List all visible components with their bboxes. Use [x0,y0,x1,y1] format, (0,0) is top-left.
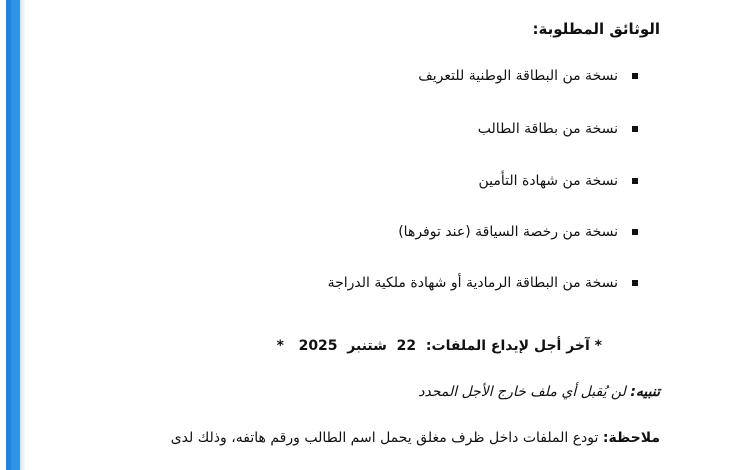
warning-label: تنبيه: [630,384,660,400]
list-item-text: نسخة من شهادة التأمين [478,173,618,189]
list-item [398,224,660,240]
bullet-square-icon [632,126,638,132]
warning-line [418,384,660,400]
note-line [171,430,660,446]
bullet-square-icon [632,178,638,184]
note-text: تودع الملفات داخل ظرف مغلق يحمل اسم الطالب ورقم هاتفه، وذلك لدى [170,430,599,446]
bullet-square-icon [632,229,638,235]
note-label: ملاحظة: [602,430,660,446]
list-item-text: نسخة من البطاقة الوطنية للتعريف [418,68,618,84]
list-item-text: نسخة من رخصة السياقة (عند توفرها) [398,224,618,240]
list-item-text: نسخة من البطاقة الرمادية أو شهادة ملكية الدراجة [327,275,618,291]
bullet-square-icon [632,280,638,286]
deadline-month: شتنبر [347,338,387,354]
list-item [418,68,660,84]
list-item-text: نسخة من بطاقة الطالب [477,121,618,137]
list-item [478,121,660,137]
deadline-year: 2025 [298,338,338,354]
deadline-prefix: * آخر أجل لإيداع الملفات: [425,338,602,354]
deadline-day: 22 [396,338,417,354]
deadline-suffix: * [276,338,284,354]
list-item [479,173,660,189]
warning-text: لن يُقبل أي ملف خارج الأجل المحدد [418,384,626,400]
page-left-border [0,0,26,470]
section-title: الوثائق المطلوبة: [532,20,660,38]
list-item [328,275,660,291]
bullet-square-icon [632,73,638,79]
document-page [40,0,660,470]
deadline-line [277,338,602,354]
